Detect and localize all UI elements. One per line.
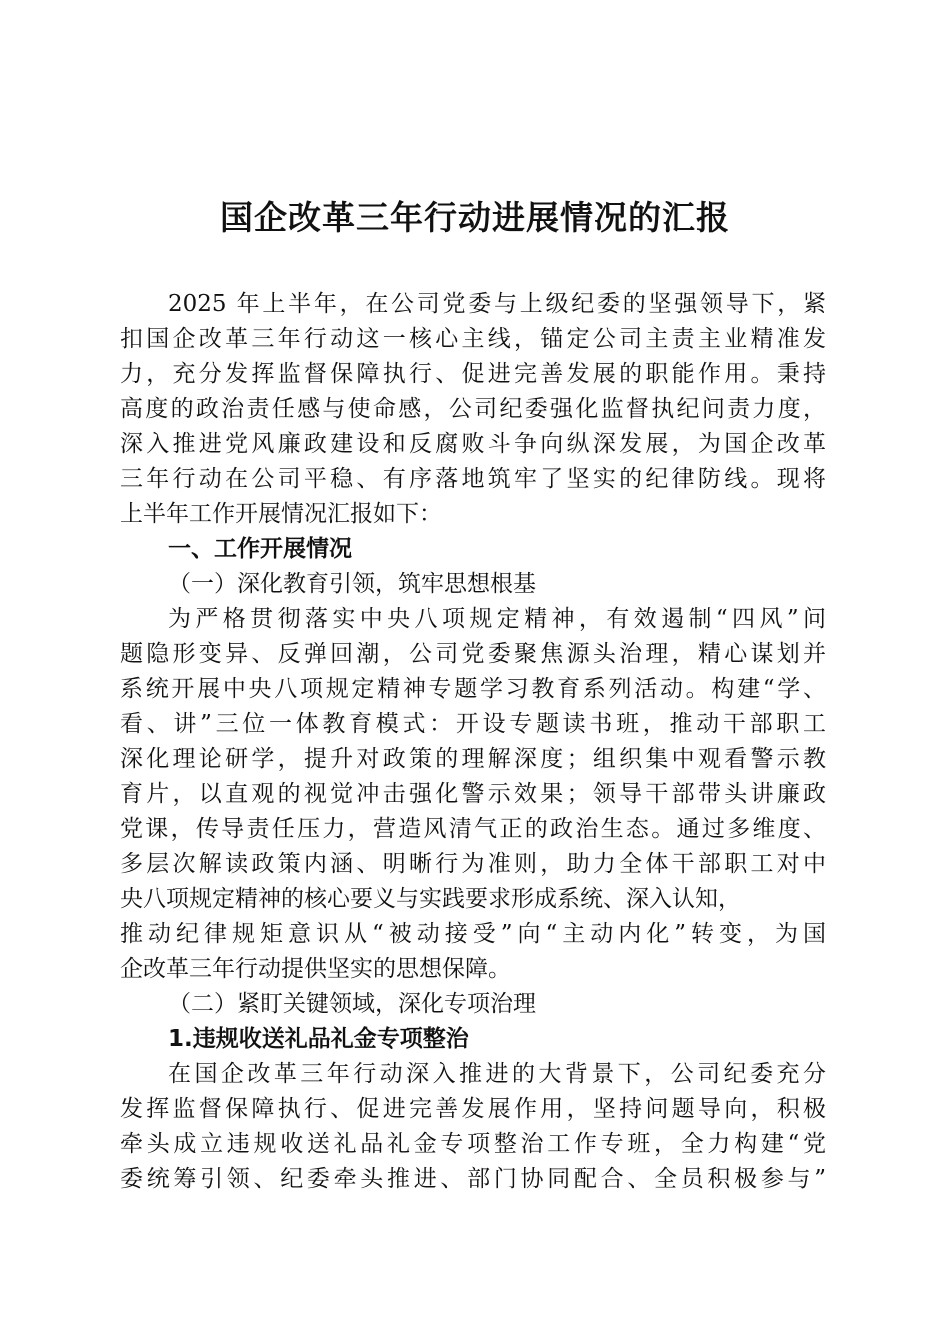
paragraph-line: 系统开展中央八项规定精神专题学习教育系列活动。构建“学、 (120, 676, 826, 702)
paragraph-line: 题隐形变异、反弹回潮，公司党委聚焦源头治理，精心谋划并 (120, 641, 826, 667)
paragraph-line: 看、讲”三位一体教育模式：开设专题读书班，推动干部职工 (120, 711, 826, 737)
item-heading: 1.违规收送礼品礼金专项整治 (168, 1026, 469, 1052)
paragraph-line: 高度的政治责任感与使命感，公司纪委强化监督执纪问责力度， (120, 396, 826, 422)
paragraph-line: 企改革三年行动提供坚实的思想保障。 (120, 956, 511, 982)
paragraph-line: 在国企改革三年行动深入推进的大背景下，公司纪委充分 (168, 1061, 826, 1087)
paragraph-line: 牵头成立违规收送礼品礼金专项整治工作专班，全力构建“党 (120, 1131, 826, 1157)
paragraph-line: 深化理论研学，提升对政策的理解深度；组织集中观看警示教 (120, 746, 826, 772)
paragraph-line: 发挥监督保障执行、促进完善发展作用，坚持问题导向，积极 (120, 1096, 826, 1122)
paragraph-line: 委统筹引领、纪委牵头推进、部门协同配合、全员积极参与” (120, 1166, 826, 1192)
paragraph-line: 上半年工作开展情况汇报如下： (120, 501, 442, 527)
intro-paragraph (120, 287, 826, 532)
paragraph-line: 力，充分发挥监督保障执行、促进完善发展的职能作用。秉持 (120, 361, 826, 387)
subsection-heading: （二）紧盯关键领域，深化专项治理 (168, 991, 536, 1017)
education-paragraph (120, 602, 826, 987)
paragraph-line: 2025 年上半年，在公司党委与上级纪委的坚强领导下，紧 (168, 291, 826, 317)
document-body (120, 287, 826, 1197)
paragraph-line: 多层次解读政策内涵、明晰行为准则，助力全体干部职工对中 (120, 851, 826, 877)
paragraph-line: 央八项规定精神的核心要义与实践要求形成系统、深入认知， (120, 886, 741, 912)
subsection-heading: （一）深化教育引领，筑牢思想根基 (168, 571, 536, 597)
paragraph-line: 党课，传导责任压力，营造风清气正的政治生态。通过多维度、 (120, 816, 826, 842)
paragraph-line: 三年行动在公司平稳、有序落地筑牢了坚实的纪律防线。现将 (120, 466, 826, 492)
paragraph-line: 为严格贯彻落实中央八项规定精神，有效遏制“四风”问 (168, 606, 826, 632)
section-heading: 一、工作开展情况 (168, 536, 352, 562)
paragraph-line: 推动纪律规矩意识从“被动接受”向“主动内化”转变，为国 (120, 921, 826, 947)
document-title: 国企改革三年行动进展情况的汇报 (220, 198, 730, 237)
paragraph-line: 深入推进党风廉政建设和反腐败斗争向纵深发展，为国企改革 (120, 431, 826, 457)
paragraph-line: 扣国企改革三年行动这一核心主线，锚定公司主责主业精准发 (120, 326, 826, 352)
paragraph-line: 育片，以直观的视觉冲击强化警示效果；领导干部带头讲廉政 (120, 781, 826, 807)
gift-rectification-paragraph (120, 1057, 826, 1197)
